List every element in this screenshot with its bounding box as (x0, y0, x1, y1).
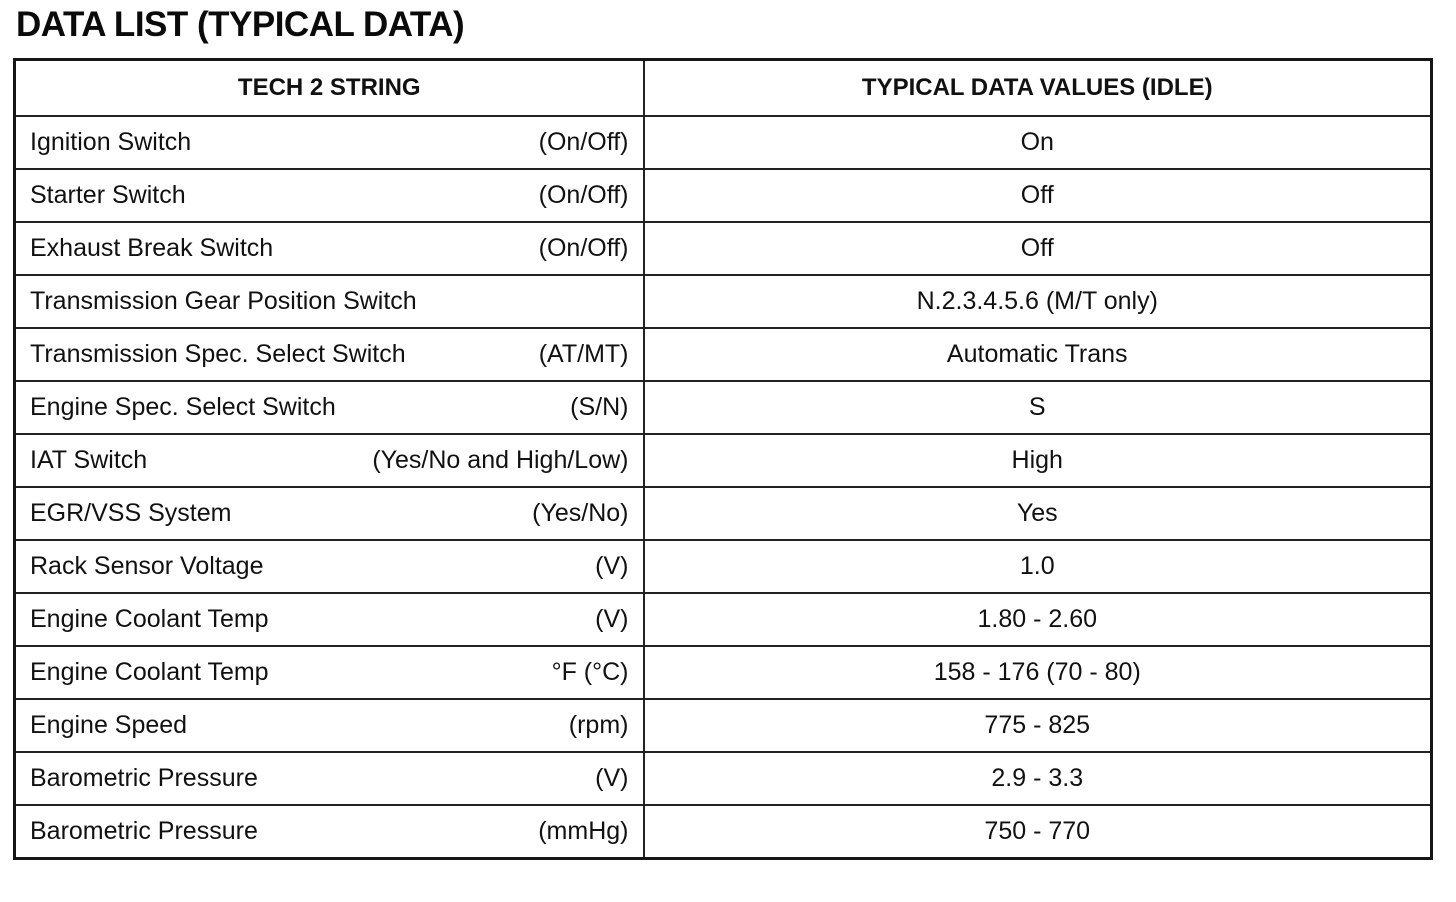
parameter-unit: (Yes/No and High/Low) (372, 446, 629, 474)
tech2-string-cell (15, 699, 644, 752)
tech2-string-cell (15, 328, 644, 381)
tech2-string-content (30, 128, 629, 157)
parameter-name: EGR/VSS System (30, 499, 232, 527)
parameter-name: Transmission Spec. Select Switch (30, 340, 406, 368)
tech2-string-cell (15, 540, 644, 593)
parameter-name: Barometric Pressure (30, 817, 258, 845)
table-row (15, 699, 1432, 752)
parameter-name: Engine Coolant Temp (30, 605, 269, 633)
parameter-unit: (S/N) (570, 393, 629, 421)
parameter-unit: (rpm) (568, 711, 629, 739)
parameter-name: Barometric Pressure (30, 764, 258, 792)
parameter-unit: (On/Off) (538, 128, 629, 156)
page-title: DATA LIST (TYPICAL DATA) (16, 5, 465, 44)
tech2-string-cell (15, 116, 644, 169)
table-row (15, 116, 1432, 169)
parameter-name: Ignition Switch (30, 128, 192, 156)
parameter-unit: (On/Off) (538, 181, 629, 209)
tech2-string-content (30, 340, 629, 369)
table-row (15, 487, 1432, 540)
data-list-table (13, 58, 1433, 860)
parameter-name: IAT Switch (30, 446, 148, 474)
typical-value-cell: 2.9 - 3.3 (644, 752, 1432, 805)
table-row (15, 328, 1432, 381)
tech2-string-content (30, 552, 629, 581)
parameter-name: Rack Sensor Voltage (30, 552, 264, 580)
tech2-string-cell (15, 487, 644, 540)
parameter-unit: (mmHg) (538, 817, 629, 845)
table-row (15, 805, 1432, 859)
typical-value-cell: S (644, 381, 1432, 434)
parameter-name: Engine Coolant Temp (30, 658, 269, 686)
parameter-unit: (V) (595, 605, 629, 633)
table-header (15, 60, 1432, 117)
parameter-name: Transmission Gear Position Switch (30, 287, 417, 315)
table-row (15, 381, 1432, 434)
tech2-string-content (30, 711, 629, 740)
header-tech2-string: TECH 2 STRING (15, 60, 644, 117)
tech2-string-cell (15, 381, 644, 434)
typical-value-cell: 158 - 176 (70 - 80) (644, 646, 1432, 699)
tech2-string-cell (15, 169, 644, 222)
typical-value-cell: On (644, 116, 1432, 169)
tech2-string-content (30, 817, 629, 846)
parameter-unit: (On/Off) (538, 234, 629, 262)
table-row (15, 169, 1432, 222)
typical-value-cell: Yes (644, 487, 1432, 540)
typical-value-cell: 775 - 825 (644, 699, 1432, 752)
table-row (15, 646, 1432, 699)
typical-value-cell: N.2.3.4.5.6 (M/T only) (644, 275, 1432, 328)
parameter-unit: (AT/MT) (538, 340, 629, 368)
parameter-unit: °F (°C) (551, 658, 629, 686)
header-row (15, 60, 1432, 117)
typical-value-cell: Off (644, 169, 1432, 222)
parameter-unit: (V) (595, 764, 629, 792)
typical-value-cell: 750 - 770 (644, 805, 1432, 859)
table-row (15, 540, 1432, 593)
tech2-string-content (30, 181, 629, 210)
parameter-name: Starter Switch (30, 181, 186, 209)
tech2-string-cell (15, 593, 644, 646)
typical-value-cell: High (644, 434, 1432, 487)
tech2-string-content (30, 446, 629, 475)
typical-value-cell: Off (644, 222, 1432, 275)
typical-value-cell: 1.0 (644, 540, 1432, 593)
header-typical-values: TYPICAL DATA VALUES (IDLE) (644, 60, 1432, 117)
tech2-string-content (30, 234, 629, 263)
parameter-name: Exhaust Break Switch (30, 234, 274, 262)
parameter-name: Engine Spec. Select Switch (30, 393, 336, 421)
tech2-string-content (30, 605, 629, 634)
tech2-string-content (30, 764, 629, 793)
tech2-string-cell (15, 275, 644, 328)
tech2-string-cell (15, 222, 644, 275)
tech2-string-cell (15, 434, 644, 487)
tech2-string-content (30, 658, 629, 687)
table-row (15, 275, 1432, 328)
tech2-string-cell (15, 752, 644, 805)
parameter-unit: (Yes/No) (532, 499, 629, 527)
tech2-string-content (30, 499, 629, 528)
tech2-string-cell (15, 646, 644, 699)
tech2-string-content (30, 393, 629, 422)
table-row (15, 593, 1432, 646)
tech2-string-cell (15, 805, 644, 859)
table-row (15, 434, 1432, 487)
parameter-name: Engine Speed (30, 711, 188, 739)
typical-value-cell: 1.80 - 2.60 (644, 593, 1432, 646)
tech2-string-content (30, 287, 629, 316)
typical-value-cell: Automatic Trans (644, 328, 1432, 381)
table-body (15, 116, 1432, 859)
parameter-unit: (V) (595, 552, 629, 580)
table-row (15, 752, 1432, 805)
table-row (15, 222, 1432, 275)
